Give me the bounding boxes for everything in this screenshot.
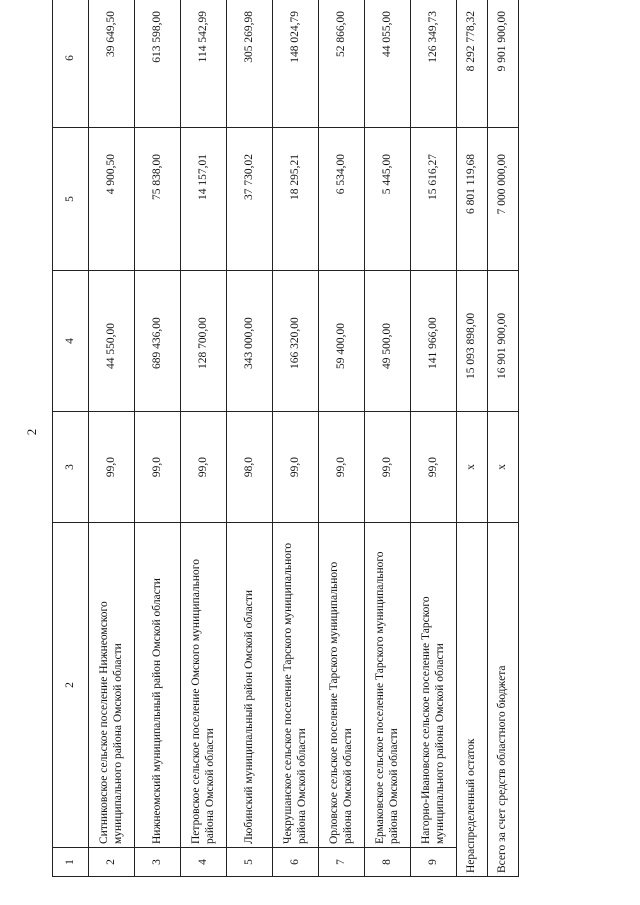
percent-cell: 99,0 (319, 412, 365, 523)
header-cell: 2 (53, 523, 89, 848)
percent-cell: 99,0 (411, 412, 457, 523)
amount-cell: 148 024,79 (273, 0, 319, 128)
table-row (227, 0, 273, 877)
percent-cell: х (457, 412, 488, 523)
table-row (365, 0, 411, 877)
amount-cell: 5 445,00 (365, 128, 411, 271)
table-row (89, 0, 135, 877)
total-row-unallocated (457, 0, 488, 877)
amount-cell: 128 700,00 (181, 271, 227, 412)
amount-cell: 126 349,73 (411, 0, 457, 128)
rotated-page (52, 11, 520, 877)
amount-cell: 39 649,50 (89, 0, 135, 128)
amount-cell: 141 966,00 (411, 271, 457, 412)
percent-cell: 99,0 (181, 412, 227, 523)
amount-cell: 16 901 900,00 (488, 271, 519, 412)
amount-cell: 4 900,50 (89, 128, 135, 271)
amount-cell: 49 500,00 (365, 271, 411, 412)
total-label: Всего за счет средств областного бюджета (488, 523, 519, 877)
table-row (273, 0, 319, 877)
row-number: 7 (319, 848, 365, 877)
amount-cell: 14 157,01 (181, 128, 227, 271)
municipality-name: Петровское сельское поселение Омского муниципального района Омской области (181, 523, 227, 848)
amount-cell: 15 616,27 (411, 128, 457, 271)
percent-cell: 99,0 (135, 412, 181, 523)
total-label: Нераспределенный остаток (457, 523, 488, 877)
amount-cell: 305 269,98 (227, 0, 273, 128)
amount-cell: 44 055,00 (365, 0, 411, 128)
amount-cell: 9 901 900,00 (488, 0, 519, 128)
amount-cell: 6 534,00 (319, 128, 365, 271)
amount-cell: 7 000 000,00 (488, 128, 519, 271)
municipality-name: Ситниковское сельское поселение Нижнеомского муниципального района Омской области (89, 523, 135, 848)
municipality-name: Нагорно-Ивановское сельское поселение Тарского муниципального района Омской области (411, 523, 457, 848)
municipality-name: Орловское сельское поселение Тарского муниципального района Омской области (319, 523, 365, 848)
amount-cell: 52 866,00 (319, 0, 365, 128)
table-row (181, 0, 227, 877)
total-row-regional-budget (488, 0, 519, 877)
amount-cell: 37 730,02 (227, 128, 273, 271)
table-row (319, 0, 365, 877)
amount-cell: 75 838,00 (135, 128, 181, 271)
amount-cell: 613 598,00 (135, 0, 181, 128)
percent-cell: 99,0 (89, 412, 135, 523)
amount-cell: 114 542,99 (181, 0, 227, 128)
budget-table (52, 0, 519, 877)
municipality-name: Нижнеомский муниципальный район Омской области (135, 523, 181, 848)
row-number: 4 (181, 848, 227, 877)
amount-cell: 18 295,21 (273, 128, 319, 271)
municipality-name: Чекрушанское сельское поселение Тарского муниципального района Омской области (273, 523, 319, 848)
row-number: 2 (89, 848, 135, 877)
row-number: 3 (135, 848, 181, 877)
row-number: 9 (411, 848, 457, 877)
municipality-name: Ермаковское сельское поселение Тарского муниципального района Омской области (365, 523, 411, 848)
percent-cell: х (488, 412, 519, 523)
percent-cell: 99,0 (365, 412, 411, 523)
amount-cell: 166 320,00 (273, 271, 319, 412)
table-row (135, 0, 181, 877)
percent-cell: 98,0 (227, 412, 273, 523)
row-number: 6 (273, 848, 319, 877)
amount-cell: 8 292 778,32 (457, 0, 488, 128)
header-cell: 3 (53, 412, 89, 523)
amount-cell: 6 801 119,68 (457, 128, 488, 271)
amount-cell: 343 000,00 (227, 271, 273, 412)
table-row (411, 0, 457, 877)
row-number: 5 (227, 848, 273, 877)
page-number: 2 (24, 428, 39, 436)
header-cell: 4 (53, 271, 89, 412)
header-cell: 1 (53, 848, 89, 877)
header-cell: 5 (53, 128, 89, 271)
amount-cell: 689 436,00 (135, 271, 181, 412)
amount-cell: 15 093 898,00 (457, 271, 488, 412)
amount-cell: 59 400,00 (319, 271, 365, 412)
header-cell: 6 (53, 0, 89, 128)
row-number: 8 (365, 848, 411, 877)
table-header-row (53, 0, 89, 877)
municipality-name: Любинский муниципальный район Омской области (227, 523, 273, 848)
percent-cell: 99,0 (273, 412, 319, 523)
amount-cell: 44 550,00 (89, 271, 135, 412)
